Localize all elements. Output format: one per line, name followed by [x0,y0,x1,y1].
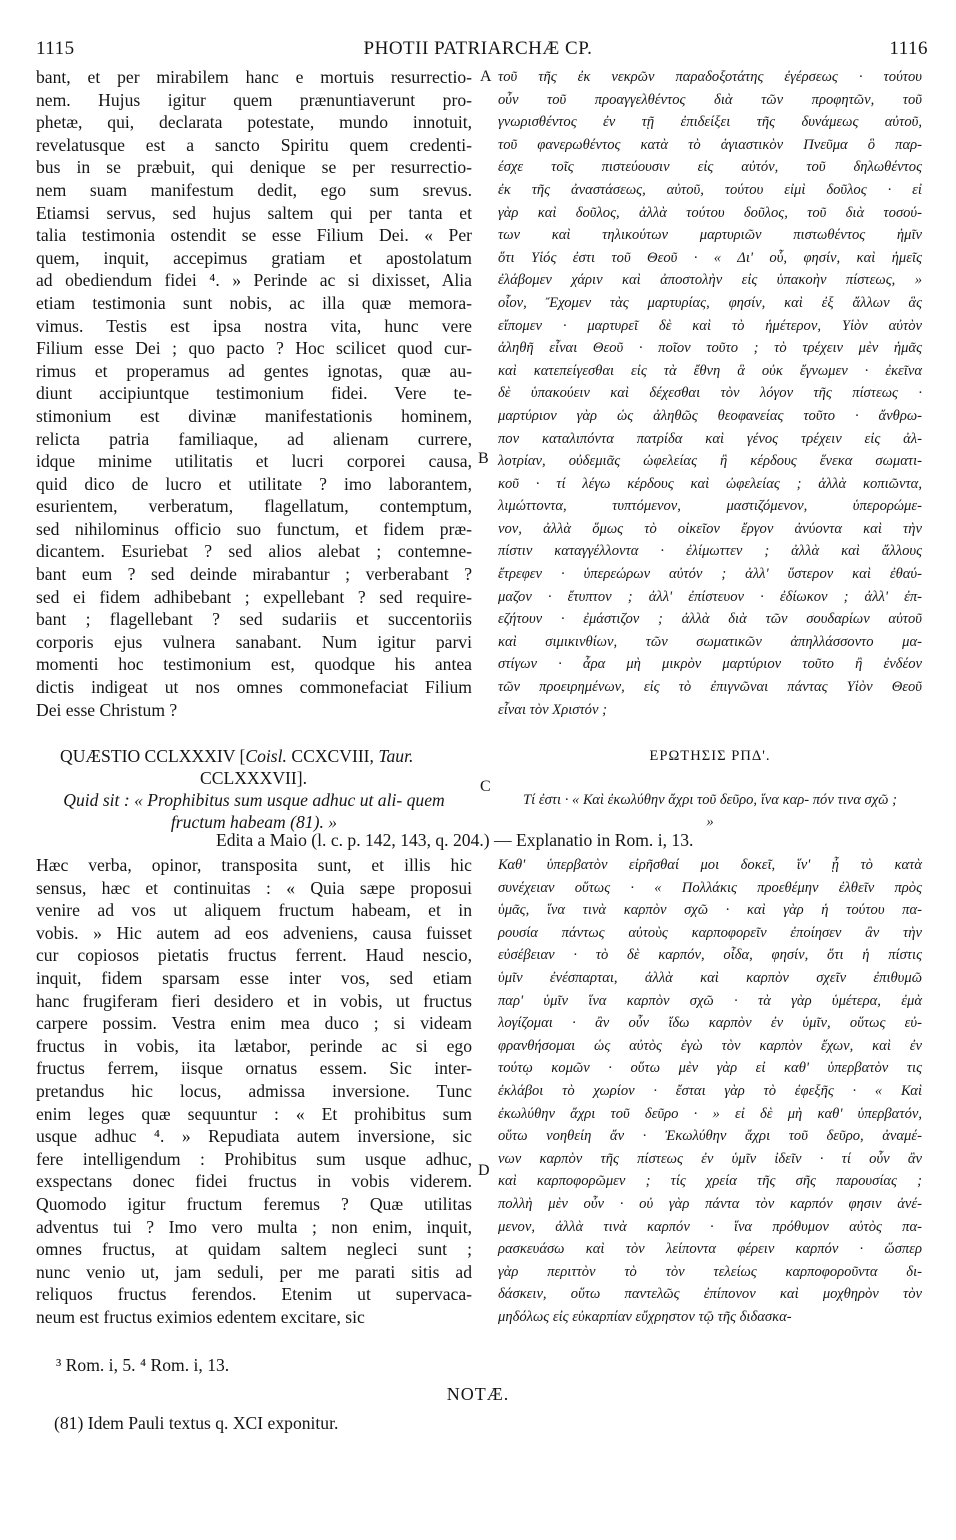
margin-letter-b: B [478,450,489,467]
text-line: τοῦ φανερωθέντος κατὰ τὸ ἁγιαστικὸν Πνεῦμα ὃ παρ- [498,136,922,153]
text-line: sensus, hæc et continuitas : « Quia sæpe proposui [36,877,472,898]
text-line: καὶ κατεπείγεσθαι εἰς τὰ ἔθνη ἃ οὐκ ἔγνωμεν · ἐκεῖνα [498,362,922,379]
text-line: inquit, fidem sparsam esse inter vos, sed etiam [36,967,472,988]
text-line: reliquos fructus ferendos. Etenim ut supervaca- [36,1284,472,1305]
margin-letter-c: C [480,778,491,795]
footnotes: ³ Rom. i, 5. ⁴ Rom. i, 13. [56,1355,230,1375]
text-line: hanc frugiferam fieri desidero et in vobis, ut fructus [36,990,472,1011]
text-line: ἐλάβομεν χάριν καὶ ἀποστολὴν εἰς ὑπακοὴν πίστεως, » [498,272,922,289]
text-line: carpere possim. Vestra enim mea duco ; si videam [36,1013,472,1034]
text-line: νων καρπὸν τῆς πίστεως ἐν ὑμῖν ἰδεῖν · τί οὖν ἂν [498,1150,922,1167]
text-line: εἴπομεν · μαρτυρεῖ δὲ καὶ τὸ ἡμέτερον, Υἱὸν αὐτὸν [498,317,922,334]
text-line: vimus. Testis est ipsa nostra vita, hunc vere [36,315,472,336]
text-line: venire ad vos ut aliquem fructum habeam, et in [36,900,472,921]
text-line: οὕτω νοηθείη ἄν · Ἐκωλύθην ἄχρι τοῦ δεῦρο, ἀναμέ- [498,1128,922,1145]
text-line: εὐσέβειαν · τὸ δὲ καρπόν, οἶδα, φησίν, ὅτι ἡ πίστις [498,947,922,964]
text-line: φρανθήσομαι ὡς αὐτὸς ἐγὼ τὸν καρπὸν ἔχων, καὶ ἐν [498,1037,922,1054]
margin-letter-a: A [480,68,492,85]
greek-column-part2 [498,854,922,1328]
text-line: ὑμῖν ἐνέσπαρται, ἀλλὰ καὶ καρπὸν σχεῖν ἐπιθυμῶ [498,969,922,986]
text-line: Quomodo igitur fructum feremus ? Quæ utilitas [36,1193,472,1214]
text-line: ad obediendum fidei ⁴. » Perinde ac si dixisset, Alia [36,270,472,291]
text-line: ἀληθῆ εἶναι Θεοῦ · ποῖον τοῦτο ; τὸ τρέχειν μὲν ἡμᾶς [498,340,922,357]
text-line: Dei esse Christum ? [36,699,178,720]
text-line: τῶν προειρημένων, εἰς τὸ ἐπιγνῶναι πάντας Υἱὸν Θεοῦ [498,679,922,696]
running-title: PHOTII PATRIARCHÆ CP. [363,38,593,59]
coisl-siglum: Coisl. [245,746,287,766]
text-line: ρασκευάσω καὶ τὸν λείποντα φέρειν καρπόν · ὥσπερ [498,1241,922,1258]
text-line: ἔτρεφεν · ὑπερεώρων αὐτόν ; ἀλλ' ὕστερον καὶ ἐθαύ- [498,566,922,583]
text-line: έσχε τοῖς πιστεύουσιν εἰς αὐτόν, τοῦ δηλωθέντος [498,159,922,176]
text-line: exspectans donec fidei fructus in vobis viderem. [36,1171,472,1192]
text-line: Καθ' ὑπερβατὸν εἰρῆσθαί μοι δοκεῖ, ἵν' ᾖ τὸ κατὰ [498,857,922,873]
text-line: dicantem. Esuriebat ? sed alios alebat ; contemne- [36,541,472,562]
text-line: neum est fructus eximios edentem excitare, sic [36,1306,365,1327]
text-line: quem, inquit, accepimus gratiam et apostolatum [36,247,472,268]
note-81: (81) Idem Pauli textus q. XCI exponitur. [54,1413,339,1433]
text-line: etiam testimonia sunt nobis, ac illa quæ memora- [36,292,472,313]
text-line: enim leges quæ sequuntur : « Et prohibitus sum [36,1103,472,1124]
text-line: fructus ferrem, iisque ornatus essem. Sic inter- [36,1058,472,1079]
text-line: momenti hoc testimonium est, quodque his antea [36,654,472,675]
text-line: εζήτουν · ἐμάστιζον ; ἀλλὰ διὰ τῶν σουδαρίων αὐτοῦ [498,611,922,628]
taur-siglum: Taur. [378,746,414,766]
text-line: πον καταλιπόντα πατρίδα καὶ γένος τρέχειν εἰς ἀλ- [498,430,922,447]
text-line: τοῦ τῆς ἐκ νεκρῶν παραδοξοτάτης ἐγέρσεως · τούτου [498,69,922,85]
margin-letter-d: D [478,1162,490,1179]
text-line: νον, ἀλλὰ ὅμως τὸ οἰκεῖον ἔργον ἀνύοντα καὶ τὴν [498,520,922,537]
text-line: στίγων · ἆρα μὴ μικρὸν μαρτύριον τοῦτο ἢ ἐνδέον [498,656,922,673]
text-line: καὶ σιμικινθίων, τῶν σωματικῶν ἀπηλλάσσοντο μα- [498,633,922,650]
edition-note: Edita a Maio (l. c. p. 142, 143, q. 204.) — Explanatio in Rom. i, 13. [216,830,694,850]
text-line: esurientem, verberatum, flagellatum, contemptum, [36,496,472,517]
page-number-left: 1115 [36,38,75,59]
text-line: λιμώττοντα, τυπτόμενον, μαστιζόμενον, ὑπερορώμε- [498,498,922,515]
text-line: ρουσία πάντως αὐτοὺς καρποφορεῖν ἐποίησεν ἂν τὴν [498,924,922,941]
latin-column-part2 [36,854,472,1328]
text-line: cur copiosos pietatis fructus ferrent. Haud nescio, [36,945,472,966]
text-line: κοῦ · τί λέγω κέρδους καὶ ὠφελείας ; ἀλλὰ κοπιῶντα, [498,475,922,492]
latin-column-part1 [36,66,472,721]
text-line: fere intelligendum : Prohibitus sum usque adhuc, [36,1148,472,1169]
text-line: καὶ καρποφορῶμεν ; τίς χρεία τῆς σῆς παρουσίας ; [498,1173,922,1190]
text-line: Hæc verba, opinor, transposita sunt, et illis hic [36,855,472,875]
notae-heading: NOTÆ. [446,1384,510,1404]
page-number-right: 1116 [889,38,928,59]
text-line: talia testimonia ostendit se esse Filium Dei. « Per [36,225,472,246]
text-line: λοτρίαν, οὐδεμιᾶς ὠφελείας ἢ κέρδους ἕνεκα σωματι- [498,453,922,470]
text-line: μηδόλως εἰς εὐκαρπίαν εὔχρηστον τῷ τῆς διδασκα- [498,1308,792,1325]
question-heading-line2: CCLXXXVII]. [200,768,308,788]
greek-question-title: Τί ἐστι · « Καὶ ἐκωλύθην ἄχρι τοῦ δεῦρο, ἵνα καρ- πόν τινα σχῶ ; » [523,792,897,830]
text-line: τούτῳ κομῶν · οὕτω μὲν γὰρ εἰ καθ' ὑπερβατὸν τις [498,1060,922,1077]
text-line: παρ' ὑμῖν ἵνα καρπὸν σχῶ · τὰ γὰρ ὑμέτερα, ἐμὰ [498,992,922,1009]
text-line: vobis. » Hic autem ad eos adveniens, causa fuisset [36,922,472,943]
text-line: bant, et per mirabilem hanc e mortuis resurrectio- [36,67,472,87]
text-line: των καὶ τηλικούτων μαρτυριῶν πιστωθέντος ἡμῖν [498,227,922,244]
text-line: συνέχειαν οὕτως · « Πολλάκις προεθέμην ἐλθεῖν πρὸς [498,879,922,896]
text-line: adventus tui ? Imo vero multa ; non enim, inquit, [36,1216,472,1237]
text-line: δάσκειν, οὕτω παντελῶς ἐπίπονον καὶ μοχθηρὸν τὸν [498,1286,922,1303]
question-heading-mid: CCXCVIII, [286,746,379,766]
text-line: nem suam manifestum dedit, ego sum srevus. [36,179,472,200]
text-line: οἷον, Ἔχομεν τὰς μαρτυρίας, φησίν, καὶ ἐξ ἄλλων ἃς [498,294,922,311]
text-line: relicta patria familiaque, ad alienam currere, [36,428,472,449]
greek-column-part1 [498,66,922,721]
text-line: ἐκ τῆς ἀναστάσεως, αὐτοῦ, τούτου εἰμὶ δοῦλος · εἰ [498,181,922,198]
text-line: ὅτι Υἱός ἐστι τοῦ Θεοῦ · « Δι' οὗ, φησίν, καὶ ἡμεῖς [498,249,922,266]
text-line: rimus et properamus ad gentes ignotas, quæ au- [36,360,472,381]
text-line: nem. Hujus igitur quem prænuntiaverunt pro- [36,89,472,110]
text-line: diunt accipiuntque testimonium fidei. Vere te- [36,383,472,404]
text-line: stimonium est divinæ manifestationis hominem, [36,405,472,426]
text-line: phetæ, qui, declarata potestate, mundo innotuit, [36,112,472,133]
text-line: μαζον · ἔτυπτον ; ἀλλ' ἐπίστευον · ἐδίωκον ; ἀλλ' ἐπ- [498,588,922,605]
text-line: μαρτύριον γὰρ ὡς ἀληθῶς θεοφανείας τοῦτο · ἄνθρω- [498,407,922,424]
text-line: revelatusque est a sancto Spiritu quem credenti- [36,134,472,155]
text-line: ἐκωλύθην ἄχρι τοῦ δεῦρο · » εἰ δὲ μὴ καθ' ὑπερβατόν, [498,1105,922,1122]
text-line: omnes fructus, at quidam saltem negleci sunt ; [36,1239,472,1260]
text-line: ὑμᾶς, ἵνα τινὰ καρπὸν σχῶ · καὶ γὰρ ἡ τούτου πα- [498,902,922,919]
text-line: dictis indigeat ut nos omnes commonefaciat Filium [36,677,472,698]
question-heading [60,745,413,767]
text-line: μενον, ἀλλὰ τινὰ καρπόν · ἵνα πρόθυμον αὐτὸς πα- [498,1218,922,1235]
text-line: πολλὴ μὲν οὖν · οὐ γὰρ πάντα τὸν καρπόν φησιν ἀνέ- [498,1195,922,1212]
text-line: λογίζομαι · ἂν οὖν ἴδω καρπὸν ἐν ὑμῖν, οὕτως εὐ- [498,1015,922,1032]
text-line: fructus in vobis, ita lætabor, perinde ac si ego [36,1035,472,1056]
text-line: bus in se præbuit, qui denique se per resurrectio- [36,157,472,178]
text-line: ἐκλάβοι τὸ χωρίον · ἔσται γὰρ τὸ ἐφεξῆς · « Καὶ [498,1082,922,1099]
text-line: corporis ejus vulnera sanabant. Num igitur parvi [36,631,472,652]
text-line: bant ; flagellebant ? sed sudariis et succentoriis [36,609,472,630]
question-heading-text: QUÆSTIO CCLXXXIV [ [60,746,246,766]
text-line: πίστιν καταγγέλλοντα · ἐλίμωττεν ; ἀλλὰ καὶ ἄλλους [498,543,922,560]
text-line: Etiamsi servus, sed hujus saltem qui per tanta et [36,202,472,223]
text-line: εἶναι τὸν Χριστόν ; [498,701,607,718]
text-line: idque minime utilitatis et lucri corporei causa, [36,451,472,472]
text-line: γὰρ καὶ δοῦλος, ἀλλὰ τούτου δοῦλος, τοῦ διὰ τοσού- [498,204,922,221]
question-title: Quid sit : « Prophibitus sum usque adhuc ut ali- quem fructum habeam (81). » [63,790,445,832]
text-line: bant eum ? sed deinde mirabantur ; verberabant ? [36,564,472,585]
text-line: sed ei fidem adhibebant ; expellebant ? sed require- [36,586,472,607]
text-line: γνωρισθέντος ἐν τῇ ἐπιδείξει τῆς δυνάμεως αὐτοῦ, [498,114,922,131]
text-line: usque adhuc ⁴. » Repudiata autem inversione, sic [36,1126,472,1147]
greek-question-heading: ΕΡΩΤΗΣΙΣ ΡΠΔ'. [649,748,771,764]
text-line: pretandus hic locus, admissa inversione. Tunc [36,1080,472,1101]
text-line: οὖν τοῦ προαγγελθέντος διὰ τῶν προφητῶν, τοῦ [498,91,922,108]
text-line: Filium esse Dei ; quo pacto ? Hoc scilicet quod cur- [36,338,472,359]
text-line: nunc venio ut, jam seduli, per me parati sitis ad [36,1261,472,1282]
text-line: sed nihilominus officio suo functum, et fidem præ- [36,518,472,539]
text-line: γὰρ περιττὸν τὸ τὸν τελείως καρποφοροῦντα δι- [498,1263,922,1280]
text-line: δὲ ὑπακούειν καὶ δέχεσθαι τὸν λόγον τῆς πίστεως · [498,385,922,402]
text-line: quid dico de lucro et utilitate ? imo laborantem, [36,473,472,494]
